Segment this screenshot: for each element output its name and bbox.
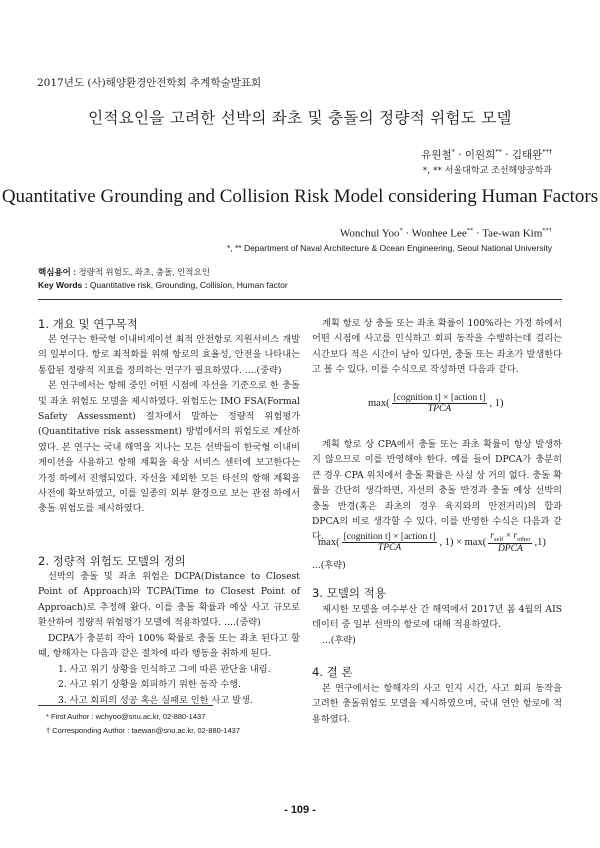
eq2-denominator-2: DPCA [497,543,523,554]
author-2-ko-mark: ** [495,147,502,156]
keywords-english [38,280,288,290]
right-column-intro [312,316,562,378]
eq2-fraction-2 [488,531,532,554]
eq1-denominator: TPCA [427,404,452,414]
section-2-body [38,569,300,661]
eq2-fraction-1 [342,532,438,553]
affiliation-korean: *, ** 서울대학교 조선해양공학과 [422,166,552,176]
eq2-middle: , 1) × max( [439,536,487,548]
conference-header: 2017년도 (사)해양환경안전학회 추계학술발표회 [37,77,262,89]
eq2-tail: ,1) [534,536,546,548]
right-column-body [312,437,562,545]
eq2-r-self-sub: self [493,535,504,543]
section-3-heading: 3. 모델의 적용 [312,586,386,600]
footnote-corresponding-author: † Corresponding Author : taewan@snu.ac.kr, 02-880-1437 [46,726,240,735]
equation-2 [318,531,546,554]
equation-1 [368,393,503,414]
footnote-divider [38,705,213,706]
keywords-en-label: Key Words : [38,280,88,290]
keywords-en-text: Quantitative risk, Grounding, Collision, Human factor [89,280,288,290]
header-divider [38,299,562,300]
keywords-ko-text: 정량적 위험도, 좌초, 충돌, 인적요인 [78,267,210,277]
section-4-body [312,681,562,727]
section-3-paragraph-2: ...(후략) [322,634,356,646]
list-item: 2. 사고 위기 상황을 회피하기 위한 동작 수행. [58,679,242,691]
authors-korean [421,147,552,162]
author-1-ko: 유원철 [421,149,452,161]
eq2-max-1: max( [318,536,340,548]
author-sep-2-ko: · [501,149,512,161]
affiliation-english: *, ** Department of Naval Architecture & Ocean Engineering, Seoul National University [226,243,552,253]
eq2-denominator-1: TPCA [377,542,402,553]
author-1-ko-mark: * [451,147,455,156]
section-2-paragraph-2: DCPA가 충분히 작아 100% 확률로 충돌 또는 좌초 된다고 할 때, 항해자는 다음과 같은 절차에 따라 행동을 취하게 된다. [38,632,300,660]
keywords-korean [38,266,210,278]
page-number: - 109 - [284,804,316,816]
section-4-paragraph-1: 본 연구에서는 항해자의 사고 인지 시간, 사고 회피 동작을 고려한 충돌위험도 모델을 제시하였으며, 국내 연안 항로에 적용하였다. [312,683,562,725]
right-paragraph-2: 계획 항로 상 CPA에서 충돌 또는 좌초 확률이 항상 발생하지 않으므로 이를 반영해야 한다. 예를 들어 DPCA가 충분히 큰 경우 CPA 위치에서 충돌 확률은 사실 상 거의 없다. 충돌 확률을 간단히 생각하면, 자선의 충돌 반경과 충돌 예상 선박의 충돌 반경(혹은 좌초의 경우 육지와의 안전거리)의 합과 DPCA의 비로 생각할 수 있다. 이를 반영한 수식은 다음과 같다. [312,439,562,543]
authors-english [340,227,552,240]
author-sep-2-en: · [473,227,483,240]
title-korean: 인적요인을 고려한 선박의 좌초 및 충돌의 정량적 위험도 모델 [88,109,512,127]
section-3-paragraph-1: 제시한 모델을 여수부산 간 해역에서 2017년 봄 4월의 AIS 데이터 중 일부 선박의 항로에 대해 적용하였다. [312,604,562,631]
action-steps-list [38,662,300,708]
eq2-r-other: r [513,531,518,541]
right-paragraph-1: 계획 항로 상 충돌 또는 좌초 확률이 100%라는 가정 하에서 어떤 시점에 사고를 인식하고 회피 동작을 수행하는데 걸리는 시간보다 적은 시간이 남아 있다면, 충돌 또는 좌초가 발생한다고 볼 수 있다. 이를 수식으로 작성하면 다음과 같다. [312,318,562,376]
author-sep-1-en: · [402,227,412,240]
section-2-heading: 2. 정량적 위험도 모델의 정의 [38,554,186,568]
author-2-en: Wonhee Lee [411,227,467,240]
author-sep-1-ko: · [454,149,465,161]
author-3-ko: 김태완 [511,149,543,161]
section-4-heading: 4. 결 론 [312,665,353,679]
eq1-max: max( [368,398,390,409]
title-english: Quantitative Grounding and Collision Risk Model considering Human Factors [1,186,599,207]
section-3-body [312,602,562,648]
author-1-en-mark: * [399,227,403,234]
author-2-en-mark: ** [466,227,474,234]
author-1-en: Wonchul Yoo [339,227,400,240]
author-2-ko: 이원희 [464,149,496,161]
eq2-r-self: r [490,531,494,541]
eq2-numerator-2 [488,531,532,544]
author-3-ko-mark: **† [542,147,552,156]
section-1-paragraph-2: 본 연구에서는 항해 중인 어떤 시점에 자선을 기준으로 한 충돌 및 좌초 위험도 모델을 제시하였다. 위험도는 IMO FSA(Formal Safety Assessment) 절차에서 말하는 정량적 위험평가(Quantitative risk assessment) 방법에서의 위험도로 계산하였다. 본 연구는 국내 해역을 지나는 모든 선박들이 한국형 이내비게이션을 사용하고 항해 계획을 육상 서비스 센터에 보고한다는 가정 하에서 진행되었다. 자선을 제외한 모든 타선의 항해 계획을 사전에 확보하였고, 이를 일종의 외부 환경으로 보는 관점 하에서 충돌 위험도를 제시하였다. [38,380,300,515]
author-3-en-mark: **† [542,227,552,234]
eq1-numerator: [cognition t] × [action t] [393,393,486,403]
after-equation-2: ...(후략) [312,560,346,571]
eq1-tail: , 1) [489,398,504,409]
eq2-times: × [503,531,514,541]
eq1-fraction [392,393,488,414]
section-2-paragraph-1: 선박의 충돌 및 좌초 위험은 DCPA(Distance to Closest Point of Approach)와 TCPA(Time to Closest Point of Approach)로 추정해 왔다. 이를 충돌 확률과 예상 사고 규모로 환산하여 정량적 위험평가 모델에 적용하였다. ....(중략) [38,571,300,629]
section-1-heading: 1. 개요 및 연구목적 [38,317,138,331]
eq2-numerator-1: [cognition t] × [action t] [343,531,436,542]
author-3-en: Tae-wan Kim [482,227,543,240]
section-1-paragraph-1: 본 연구는 한국형 이내비게이션 최적 안전항로 지원서비스 개발의 일부이다. 항로 최적화를 위해 항로의 효율성, 안전을 나타내는 통합된 정량적 지표를 정의하는 연구가 필요하였다. ....(중략) [38,334,300,376]
list-item: 1. 사고 위기 상황을 인식하고 그에 따른 판단을 내림. [58,664,271,675]
eq2-r-other-sub: other [517,535,531,543]
section-1-body [38,332,300,517]
list-item: 3. 사고 회피의 성공 혹은 실패로 인한 사고 발생. [58,694,253,706]
footnote-first-author: * First Author : wchyoo@snu.ac.kr, 02-880-1437 [46,712,206,721]
keywords-ko-label: 핵심용어 : [38,267,77,277]
